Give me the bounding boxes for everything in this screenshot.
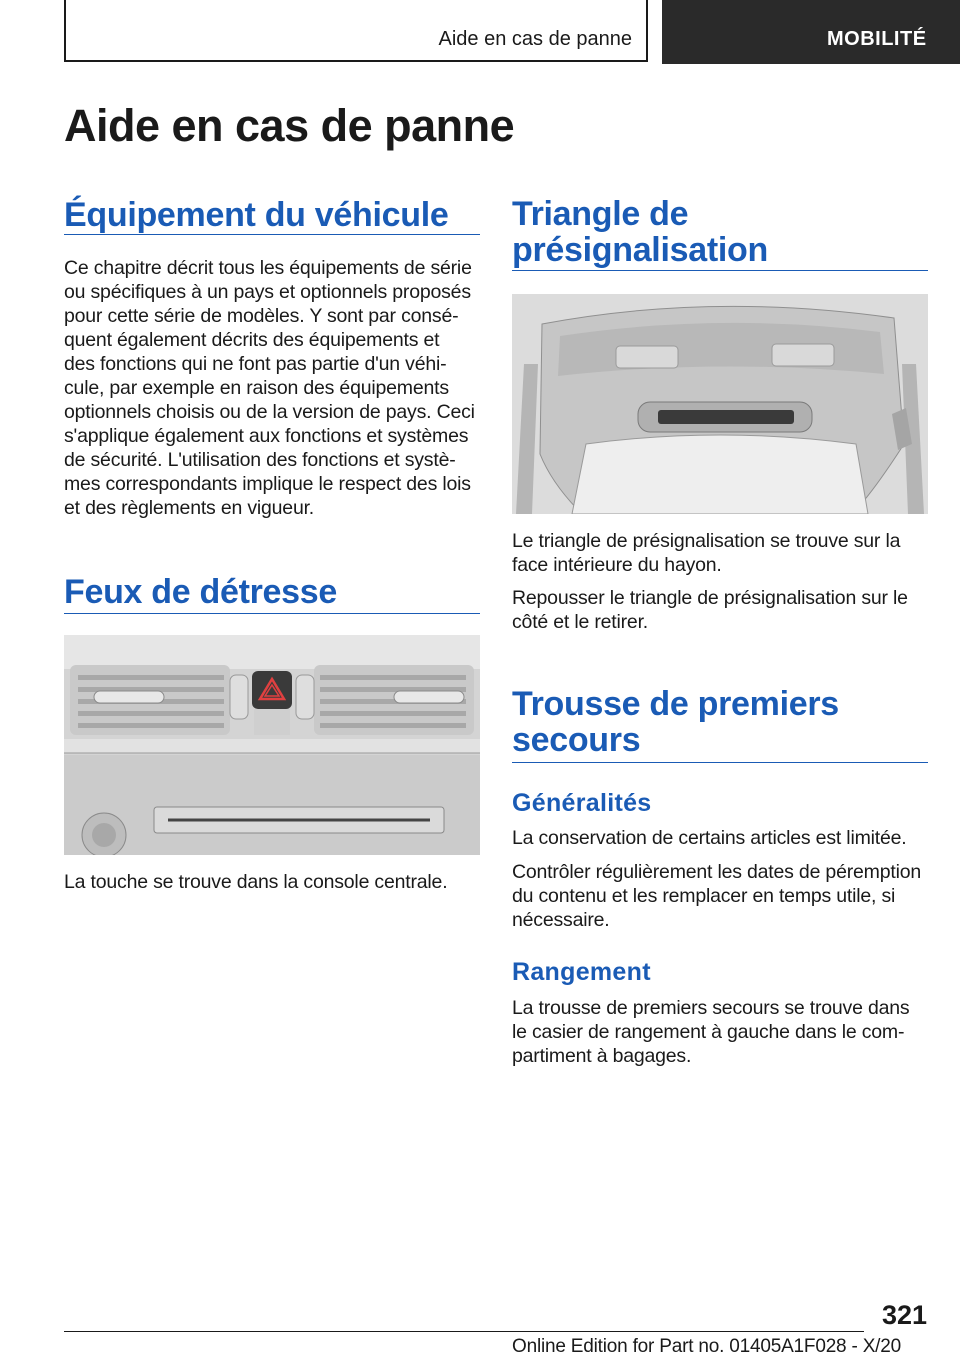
text-line: ou spécifiques à un pays et optionnels proposés xyxy=(64,281,471,303)
text-line: Contrôler régulièrement les dates de péremption xyxy=(512,861,921,883)
text-line: optionnels choisis ou de la version de pays. Ceci xyxy=(64,401,475,423)
hazard-switch-image xyxy=(64,635,480,855)
heading-line: Triangle de xyxy=(512,195,689,233)
text-line: partiment à bagages. xyxy=(512,1045,692,1067)
text-line: s'applique également aux fonctions et systèmes xyxy=(64,425,469,447)
paragraph-storage xyxy=(512,996,942,1068)
heading-first-aid-kit xyxy=(512,686,839,758)
paragraph-equipment xyxy=(64,256,494,520)
running-header-section: Aide en cas de panne xyxy=(438,28,632,50)
heading-equipment: Équipement du véhicule xyxy=(64,196,449,234)
heading-rule xyxy=(64,234,480,235)
heading-line: présignalisation xyxy=(512,231,768,269)
chapter-label: MOBILITÉ xyxy=(827,28,927,50)
heading-line: Trousse de premiers xyxy=(512,685,839,723)
heading-line: secours xyxy=(512,721,641,759)
text-line: du contenu et les remplacer en temps utile, si xyxy=(512,885,896,907)
paragraph-triangle-location xyxy=(512,529,942,577)
subheading-storage: Rangement xyxy=(512,958,651,986)
page-number: 321 xyxy=(882,1300,928,1330)
running-header-box xyxy=(64,0,648,62)
text-line: le casier de rangement à gauche dans le com- xyxy=(512,1021,905,1043)
text-line: des fonctions qui ne font pas partie d'un véhi- xyxy=(64,353,447,375)
text-line: et des règlements en vigueur. xyxy=(64,497,315,519)
text-line: quent également décrits des équipements et xyxy=(64,329,440,351)
tailgate-triangle-image xyxy=(512,294,928,514)
page-title: Aide en cas de panne xyxy=(64,100,515,151)
text-line: mes correspondants implique le respect des lois xyxy=(64,473,471,495)
paragraph-general-2 xyxy=(512,860,942,932)
subheading-general: Généralités xyxy=(512,789,652,817)
text-line: face intérieure du hayon. xyxy=(512,554,722,576)
footer-edition: Online Edition for Part no. 01405A1F028 - X/20 xyxy=(512,1336,901,1357)
heading-hazard-lights: Feux de détresse xyxy=(64,573,337,611)
paragraph-general-1: La conservation de certains articles est limitée. xyxy=(512,827,907,849)
footer-rule xyxy=(64,1331,864,1332)
chapter-tab xyxy=(662,0,960,64)
text-line: Repousser le triangle de présignalisation sur le xyxy=(512,587,908,609)
heading-rule xyxy=(64,613,480,614)
text-line: Le triangle de présignalisation se trouve sur la xyxy=(512,530,901,552)
heading-warning-triangle xyxy=(512,196,768,268)
text-line: La trousse de premiers secours se trouve dans xyxy=(512,997,910,1019)
text-line: nécessaire. xyxy=(512,909,610,931)
heading-rule xyxy=(512,270,928,271)
text-line: Ce chapitre décrit tous les équipements de série xyxy=(64,257,472,279)
caption-hazard: La touche se trouve dans la console centrale. xyxy=(64,871,448,893)
text-line: cule, par exemple en raison des équipements xyxy=(64,377,449,399)
heading-rule xyxy=(512,762,928,763)
text-line: pour cette série de modèles. Y sont par consé- xyxy=(64,305,459,327)
paragraph-triangle-removal xyxy=(512,586,942,634)
text-line: de sécurité. L'utilisation des fonctions et systè- xyxy=(64,449,456,471)
text-line: côté et le retirer. xyxy=(512,611,649,633)
